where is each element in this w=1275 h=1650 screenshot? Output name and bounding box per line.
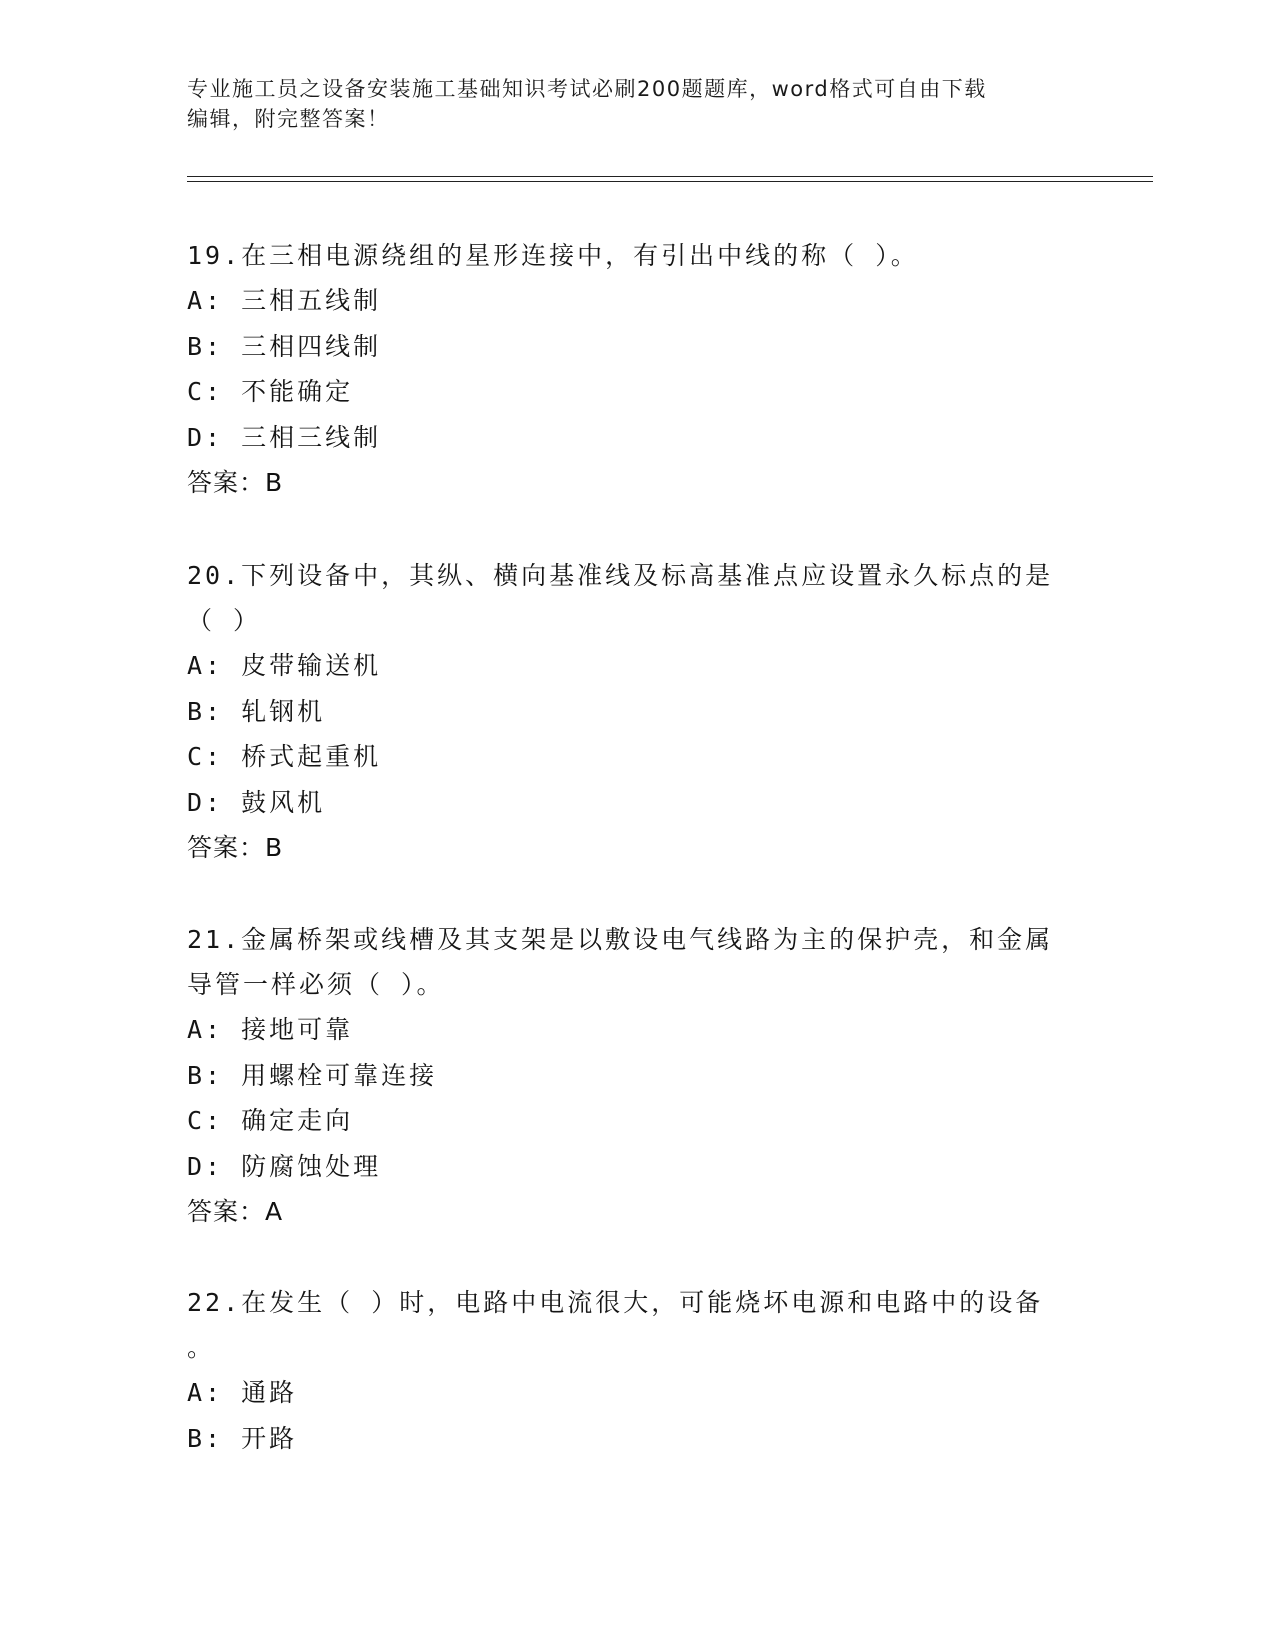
question-text: 21.金属桥架或线槽及其支架是以敷设电气线路为主的保护壳，和金属 — [187, 925, 1054, 954]
option-b: B: 开路 — [187, 1423, 298, 1453]
header-line-1: 专业施工员之设备安装施工基础知识考试必刷200题题库，word格式可自由下载 — [187, 77, 987, 101]
option-c: C: 确定走向 — [187, 1106, 354, 1135]
answer-line: 答案：A — [187, 1197, 284, 1226]
option-a: A: 皮带输送机 — [187, 651, 382, 680]
question-block-22 — [187, 1280, 1087, 1461]
answer-line: 答案：B — [187, 468, 284, 497]
header-divider-top — [187, 176, 1153, 177]
question-block-19 — [187, 233, 1087, 505]
option-d: D: 防腐蚀处理 — [187, 1151, 382, 1181]
option-b: B: 用螺栓可靠连接 — [187, 1060, 438, 1090]
option-a: A: 接地可靠 — [187, 1015, 354, 1044]
option-a: A: 通路 — [187, 1378, 298, 1407]
question-text: 19.在三相电源绕组的星形连接中，有引出中线的称（ ）。 — [187, 241, 919, 270]
option-c: C: 桥式起重机 — [187, 742, 382, 771]
option-d: D: 鼓风机 — [187, 787, 326, 817]
question-text-continued: （ ） — [187, 606, 262, 635]
question-block-21 — [187, 917, 1087, 1234]
option-a: A: 三相五线制 — [187, 286, 382, 315]
question-block-20 — [187, 553, 1087, 870]
question-text: 20.下列设备中，其纵、横向基准线及标高基准点应设置永久标点的是 — [187, 561, 1054, 590]
option-b: B: 三相四线制 — [187, 331, 382, 361]
question-text-continued: 导管一样必须（ ）。 — [187, 970, 445, 999]
document-header — [187, 74, 1067, 134]
header-line-2: 编辑，附完整答案！ — [187, 107, 390, 131]
option-c: C: 不能确定 — [187, 377, 354, 406]
header-divider-bottom — [187, 181, 1153, 182]
answer-line: 答案：B — [187, 833, 284, 862]
option-b: B: 轧钢机 — [187, 696, 326, 726]
question-text: 22.在发生（ ）时，电路中电流很大，可能烧坏电源和电路中的设备 — [187, 1288, 1044, 1317]
question-text-continued: 。 — [187, 1333, 216, 1362]
option-d: D: 三相三线制 — [187, 422, 382, 452]
